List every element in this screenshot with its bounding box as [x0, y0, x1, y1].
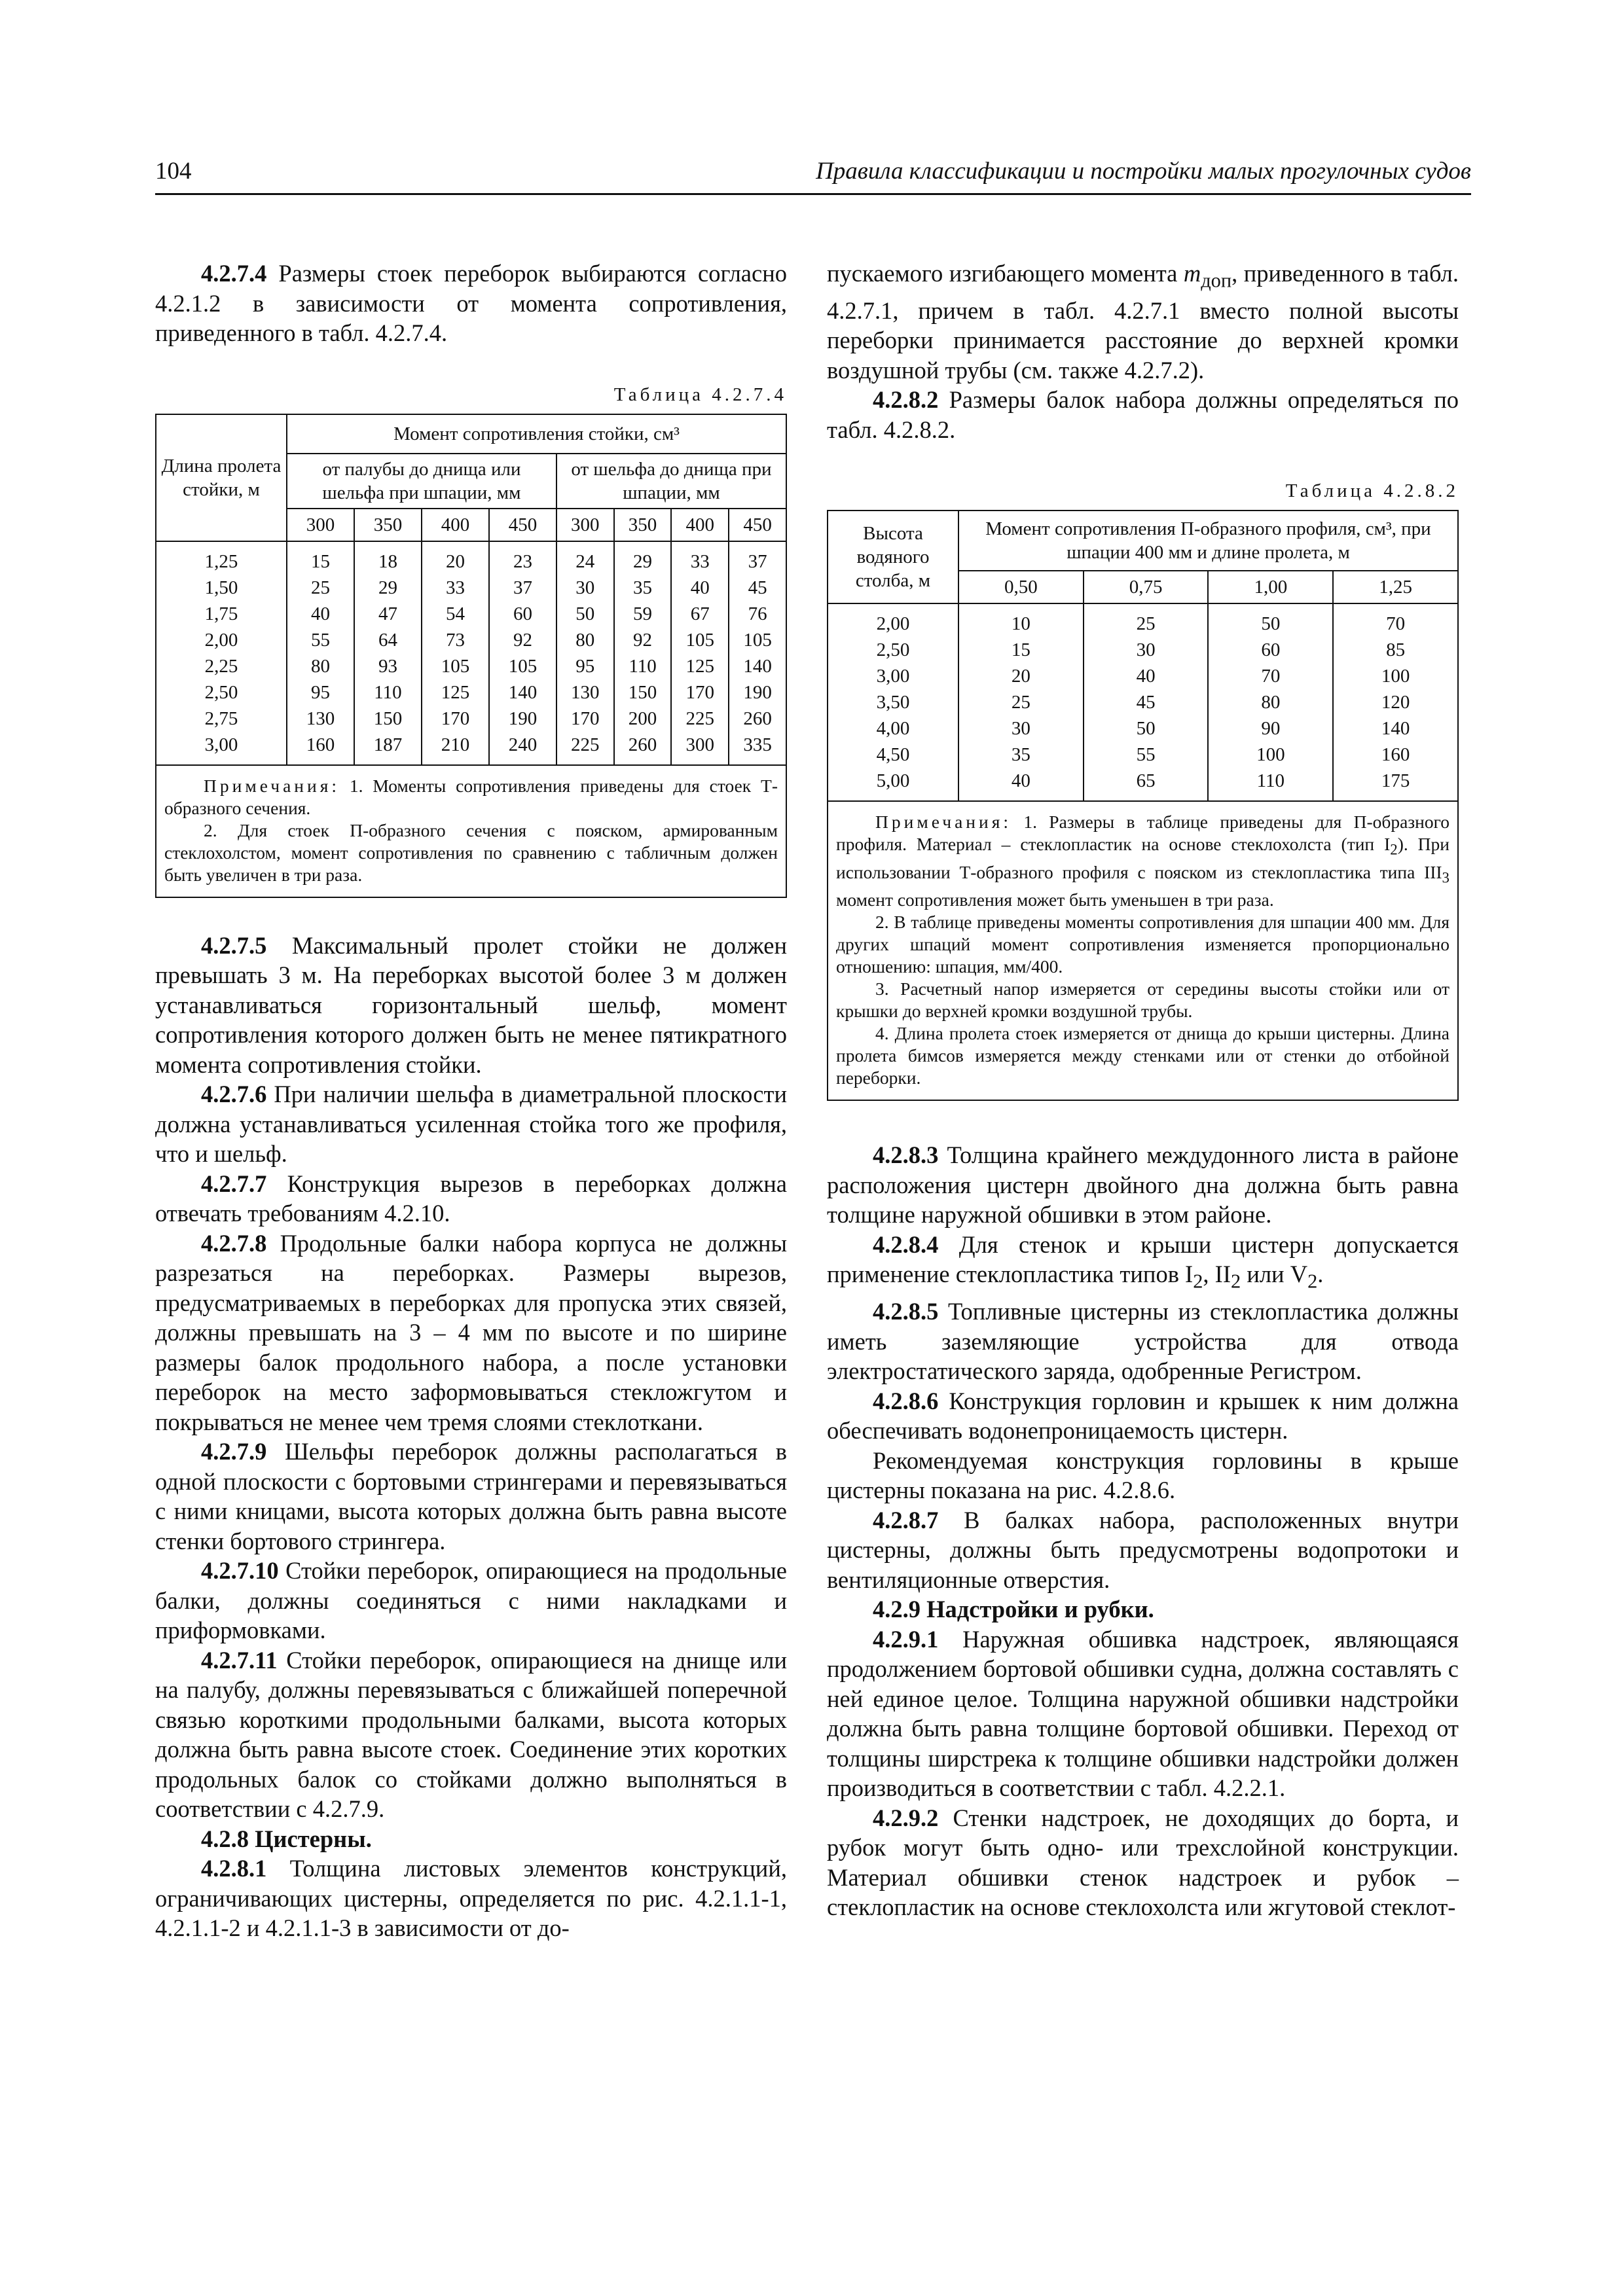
table-cell: 73 — [422, 627, 489, 653]
paragraph-4-2-7-4: 4.2.7.4 Размеры стоек переборок выбираются согласно 4.2.1.2 в зависимости от момента сопротивления, приведенного в табл. 4.2.7.4. — [155, 260, 787, 346]
row-label: 1,50 — [156, 575, 287, 601]
table-cell: 35 — [958, 742, 1084, 768]
table-cell: 170 — [556, 706, 614, 732]
table-cell: 30 — [1084, 637, 1209, 663]
table-cell: 100 — [1333, 663, 1458, 689]
table-cell: 240 — [489, 732, 556, 765]
header-span: 1,00 — [1208, 571, 1333, 603]
paragraph-4-2-8-4: 4.2.8.4 Для стенок и крыши цистерн допускается применение стеклопластика типов $I_2$, $II_2$ или $V_2$. — [827, 1230, 1459, 1293]
header-spacing: 450 — [729, 509, 786, 541]
table-row — [828, 689, 1458, 715]
table-cell: 33 — [422, 575, 489, 601]
table-row — [156, 627, 786, 653]
table-cell: 45 — [729, 575, 786, 601]
header-length: Длина пролета стойки, м — [156, 414, 287, 541]
paragraph-4-2-7-10: 4.2.7.10 Стойки переборок, опирающиеся на продольные балки, должны соединяться с ними накладками и приформовками. — [155, 1557, 787, 1643]
row-label: 2,50 — [828, 637, 958, 663]
table-cell: 23 — [489, 541, 556, 575]
row-label: 2,00 — [828, 603, 958, 637]
table-cell: 225 — [671, 706, 729, 732]
header-spacing: 400 — [422, 509, 489, 541]
table-cell: 260 — [729, 706, 786, 732]
table-cell: 40 — [1084, 663, 1209, 689]
table-row — [156, 575, 786, 601]
table-cell: 95 — [287, 679, 354, 706]
row-label: 2,00 — [156, 627, 287, 653]
header-spacing: 350 — [354, 509, 422, 541]
paragraph-continuation: пускаемого изгибающего момента $m_{доп}$, приведенного в табл. 4.2.7.1, причем в табл. 4.2.7.1 вместо полной высоты переборки принимается расстояние до верхней кромки воздушной трубы (см. также 4.2.7.2). — [827, 260, 1459, 384]
table-cell: 67 — [671, 601, 729, 627]
table-cell: 70 — [1333, 603, 1458, 637]
table-cell: 110 — [354, 679, 422, 706]
table-row — [156, 679, 786, 706]
table-row — [156, 601, 786, 627]
header-height: Высота водяного столба, м — [828, 511, 958, 603]
table-cell: 30 — [958, 715, 1084, 742]
table-cell: 130 — [556, 679, 614, 706]
table-row — [156, 653, 786, 679]
header-span: 0,50 — [958, 571, 1084, 603]
row-label: 4,00 — [828, 715, 958, 742]
table-cell: 100 — [1208, 742, 1333, 768]
paragraph-4-2-8-2: 4.2.8.2 Размеры балок набора должны определяться по табл. 4.2.8.2. — [827, 386, 1459, 443]
table-cell: 110 — [614, 653, 672, 679]
table-cell: 25 — [958, 689, 1084, 715]
table-cell: 25 — [287, 575, 354, 601]
paragraph-4-2-9-2: 4.2.9.2 Стенки надстроек, не доходящих до борта, и рубок могут быть одно- или трехслойной конструкции. Материал обшивки стенок надстроек и рубок – стеклопластик на основе стеклохолста или жгутовой стеклот- — [827, 1804, 1459, 1921]
table-cell: 190 — [729, 679, 786, 706]
table-cell: 55 — [1084, 742, 1209, 768]
paragraph-4-2-8-7: 4.2.8.7 В балках набора, расположенных внутри цистерны, должны быть предусмотрены водопротоки и вентиляционные отверстия. — [827, 1506, 1459, 1593]
table-cell: 18 — [354, 541, 422, 575]
table-row — [828, 603, 1458, 637]
table-cell: 35 — [614, 575, 672, 601]
table-cell: 130 — [287, 706, 354, 732]
table-cell: 93 — [354, 653, 422, 679]
table-cell: 37 — [729, 541, 786, 575]
table-cell: 76 — [729, 601, 786, 627]
header-spacing: 400 — [671, 509, 729, 541]
header-span: 1,25 — [1333, 571, 1458, 603]
table-cell: 15 — [287, 541, 354, 575]
paragraph-4-2-8-1: 4.2.8.1 Толщина листовых элементов конструкций, ограничивающих цистерны, определяется по рис. 4.2.1.1-1, 4.2.1.1-2 и 4.2.1.1-3 в зависимости от до- — [155, 1855, 787, 1941]
table-cell: 20 — [422, 541, 489, 575]
paragraph-4-2-7-8: 4.2.7.8 Продольные балки набора корпуса не должны разрезаться на переборках. Размеры вырезов, предусматриваемых в переборках для пропуска этих связей, должны превышать на 3 – 4 мм по высоте и по ширине размеры балок продольного набора, а после установки переборок на место заформовываться стекложгутом и покрываться не менее чем тремя слоями стеклоткани. — [155, 1229, 787, 1435]
table-cell: 150 — [354, 706, 422, 732]
table-cell: 64 — [354, 627, 422, 653]
table-cell: 260 — [614, 732, 672, 765]
header-spacing: 300 — [287, 509, 354, 541]
paragraph-4-2-8-6: 4.2.8.6 Конструкция горловин и крышек к ним должна обеспечивать водонепроницаемость цистерн. — [827, 1387, 1459, 1444]
table-cell: 40 — [671, 575, 729, 601]
table-cell: 20 — [958, 663, 1084, 689]
row-label: 3,00 — [156, 732, 287, 765]
table-cell: 65 — [1084, 768, 1209, 801]
table-cell: 105 — [729, 627, 786, 653]
table-caption: Таблица 4.2.7.4 — [613, 384, 787, 405]
table-row — [828, 715, 1458, 742]
table-cell: 335 — [729, 732, 786, 765]
table-cell: 30 — [556, 575, 614, 601]
table-row — [156, 541, 786, 575]
table-cell: 80 — [556, 627, 614, 653]
table-cell: 170 — [671, 679, 729, 706]
section-heading-tanks: 4.2.8 Цистерны. — [201, 1825, 372, 1852]
header-rule — [155, 193, 1471, 195]
table-cell: 140 — [1333, 715, 1458, 742]
table-cell: 105 — [422, 653, 489, 679]
table-cell: 24 — [556, 541, 614, 575]
table-cell: 210 — [422, 732, 489, 765]
row-label: 4,50 — [828, 742, 958, 768]
paragraph-4-2-7-7: 4.2.7.7 Конструкция вырезов в переборках должна отвечать требованиям 4.2.10. — [155, 1170, 787, 1227]
table-cell: 50 — [556, 601, 614, 627]
table-cell: 160 — [287, 732, 354, 765]
row-label: 2,50 — [156, 679, 287, 706]
table-cell: 45 — [1084, 689, 1209, 715]
row-label: 3,00 — [828, 663, 958, 689]
table-cell: 50 — [1084, 715, 1209, 742]
table-4-2-8-2 — [827, 510, 1459, 1101]
table-row — [828, 768, 1458, 801]
table-cell: 70 — [1208, 663, 1333, 689]
table-cell: 80 — [287, 653, 354, 679]
table-cell: 160 — [1333, 742, 1458, 768]
table-cell: 110 — [1208, 768, 1333, 801]
table-cell: 105 — [489, 653, 556, 679]
table-cell: 25 — [1084, 603, 1209, 637]
table-notes: Примечания: 1. Моменты сопротивления приведены для стоек Т-образного сечения. 2. Для стоек П-образного сечения с пояском, армированным стеклохолстом, момент сопротивления по сравнению с табличным должен быть увеличен в три раза. — [156, 765, 786, 897]
section-heading-superstructures: 4.2.9 Надстройки и рубки. — [873, 1596, 1154, 1623]
table-cell: 225 — [556, 732, 614, 765]
table-cell: 92 — [614, 627, 672, 653]
table-cell: 187 — [354, 732, 422, 765]
table-cell: 60 — [489, 601, 556, 627]
paragraph-4-2-8-3: 4.2.8.3 Толщина крайнего междудонного листа в районе расположения цистерн двойного дна должна быть равна толщине наружной обшивки в этом районе. — [827, 1141, 1459, 1229]
row-label: 1,75 — [156, 601, 287, 627]
table-cell: 175 — [1333, 768, 1458, 801]
row-label: 3,50 — [828, 689, 958, 715]
row-label: 5,00 — [828, 768, 958, 801]
table-cell: 105 — [671, 627, 729, 653]
table-cell: 29 — [614, 541, 672, 575]
table-cell: 200 — [614, 706, 672, 732]
table-cell: 150 — [614, 679, 672, 706]
table-4-2-7-4 — [155, 414, 787, 898]
table-cell: 47 — [354, 601, 422, 627]
table-cell: 40 — [958, 768, 1084, 801]
table-caption: Таблица 4.2.8.2 — [1285, 480, 1459, 502]
table-cell: 33 — [671, 541, 729, 575]
header-spacing: 450 — [489, 509, 556, 541]
row-label: 2,25 — [156, 653, 287, 679]
table-cell: 15 — [958, 637, 1084, 663]
row-label: 1,25 — [156, 541, 287, 575]
table-cell: 140 — [729, 653, 786, 679]
table-cell: 125 — [422, 679, 489, 706]
paragraph-recommended-design: Рекомендуемая конструкция горловины в крыше цистерны показана на рис. 4.2.8.6. — [827, 1446, 1459, 1504]
table-cell: 190 — [489, 706, 556, 732]
table-row — [828, 742, 1458, 768]
paragraph-4-2-7-5: 4.2.7.5 Максимальный пролет стойки не должен превышать 3 м. На переборках высотой более 3 м должен устанавливаться горизонтальный шельф, момент сопротивления которого должен быть не менее пятикратного момента сопротивления стойки. — [155, 931, 787, 1078]
table-cell: 40 — [287, 601, 354, 627]
table-cell: 10 — [958, 603, 1084, 637]
table-cell: 90 — [1208, 715, 1333, 742]
table-row — [156, 732, 786, 765]
row-label: 2,75 — [156, 706, 287, 732]
table-cell: 59 — [614, 601, 672, 627]
table-cell: 55 — [287, 627, 354, 653]
table-row — [156, 706, 786, 732]
table-cell: 54 — [422, 601, 489, 627]
table-cell: 29 — [354, 575, 422, 601]
header-moment: Момент сопротивления П-образного профиля, см³, при шпации 400 мм и длине пролета, м — [958, 511, 1458, 571]
paragraph-4-2-7-9: 4.2.7.9 Шельфы переборок должны располагаться в одной плоскости с бортовыми стрингерами и перевязываться с ними кницами, высота которых должна быть равна высоте стенки бортового стрингера. — [155, 1438, 787, 1554]
table-notes: Примечания: 1. Размеры в таблице приведены для П-образного профиля. Материал – стеклопластик на основе стеклохолста (тип $I_2$). При использовании Т-образного профиля с пояском из стеклопластика типа $III_3$ момент сопротивления может быть уменьшен в три раза. 2. В таблице приведены моменты сопротивления для шпации 400 мм. Для других шпаций момент сопротивления изменяется пропорционально отношению: шпация, мм/400. 3. Расчетный напор измеряется от середины высоты стойки или от крышки до верхней кромки воздушной трубы. 4. Длина пролета стоек измеряется от днища до крыши цистерны. Длина пролета бимсов измеряется между стенками или от стенки до отбойной переборки. — [828, 801, 1458, 1100]
paragraph-4-2-9-1: 4.2.9.1 Наружная обшивка надстроек, являющаяся продолжением бортовой обшивки судна, должна составлять с ней единое целое. Толщина наружной обшивки надстройки должна быть равна толщине бортовой обшивки. Переход от толщины ширстрека к толщине обшивки надстройки должен производиться в соответствии с табл. 4.2.2.1. — [827, 1625, 1459, 1802]
right-column — [827, 259, 1459, 1922]
header-spacing: 300 — [556, 509, 614, 541]
table-cell: 85 — [1333, 637, 1458, 663]
left-column — [155, 259, 787, 1943]
header-group-deck: от палубы до днища или шельфа при шпации, мм — [287, 454, 556, 509]
header-spacing: 350 — [614, 509, 672, 541]
table-cell: 300 — [671, 732, 729, 765]
table-cell: 60 — [1208, 637, 1333, 663]
paragraph-4-2-7-6: 4.2.7.6 При наличии шельфа в диаметральной плоскости должна устанавливаться усиленная стойка того же профиля, что и шельф. — [155, 1081, 787, 1167]
table-cell: 50 — [1208, 603, 1333, 637]
table-cell: 95 — [556, 653, 614, 679]
paragraph-4-2-7-11: 4.2.7.11 Стойки переборок, опирающиеся на днище или на палубу, должны перевязываться с ближайшей поперечной связью короткими продольными балками, высота которых должна быть равна высоте стоек. Соединение этих коротких продольных балок со стойками должно выполняться в соответствии с 4.2.7.9. — [155, 1646, 787, 1822]
table-cell: 37 — [489, 575, 556, 601]
paragraph-4-2-8-5: 4.2.8.5 Топливные цистерны из стеклопластика должны иметь заземляющие устройства для отвода электростатического заряда, одобренные Регистром. — [827, 1298, 1459, 1385]
table-cell: 120 — [1333, 689, 1458, 715]
page-number: 104 — [155, 158, 192, 185]
table-row — [828, 637, 1458, 663]
table-cell: 125 — [671, 653, 729, 679]
header-group-shelf: от шельфа до днища при шпации, мм — [556, 454, 786, 509]
table-cell: 170 — [422, 706, 489, 732]
table-cell: 140 — [489, 679, 556, 706]
table-cell: 80 — [1208, 689, 1333, 715]
header-moment: Момент сопротивления стойки, см³ — [287, 414, 786, 454]
header-span: 0,75 — [1084, 571, 1209, 603]
table-cell: 92 — [489, 627, 556, 653]
table-row — [828, 663, 1458, 689]
running-title: Правила классификации и постройки малых прогулочных судов — [816, 158, 1471, 185]
